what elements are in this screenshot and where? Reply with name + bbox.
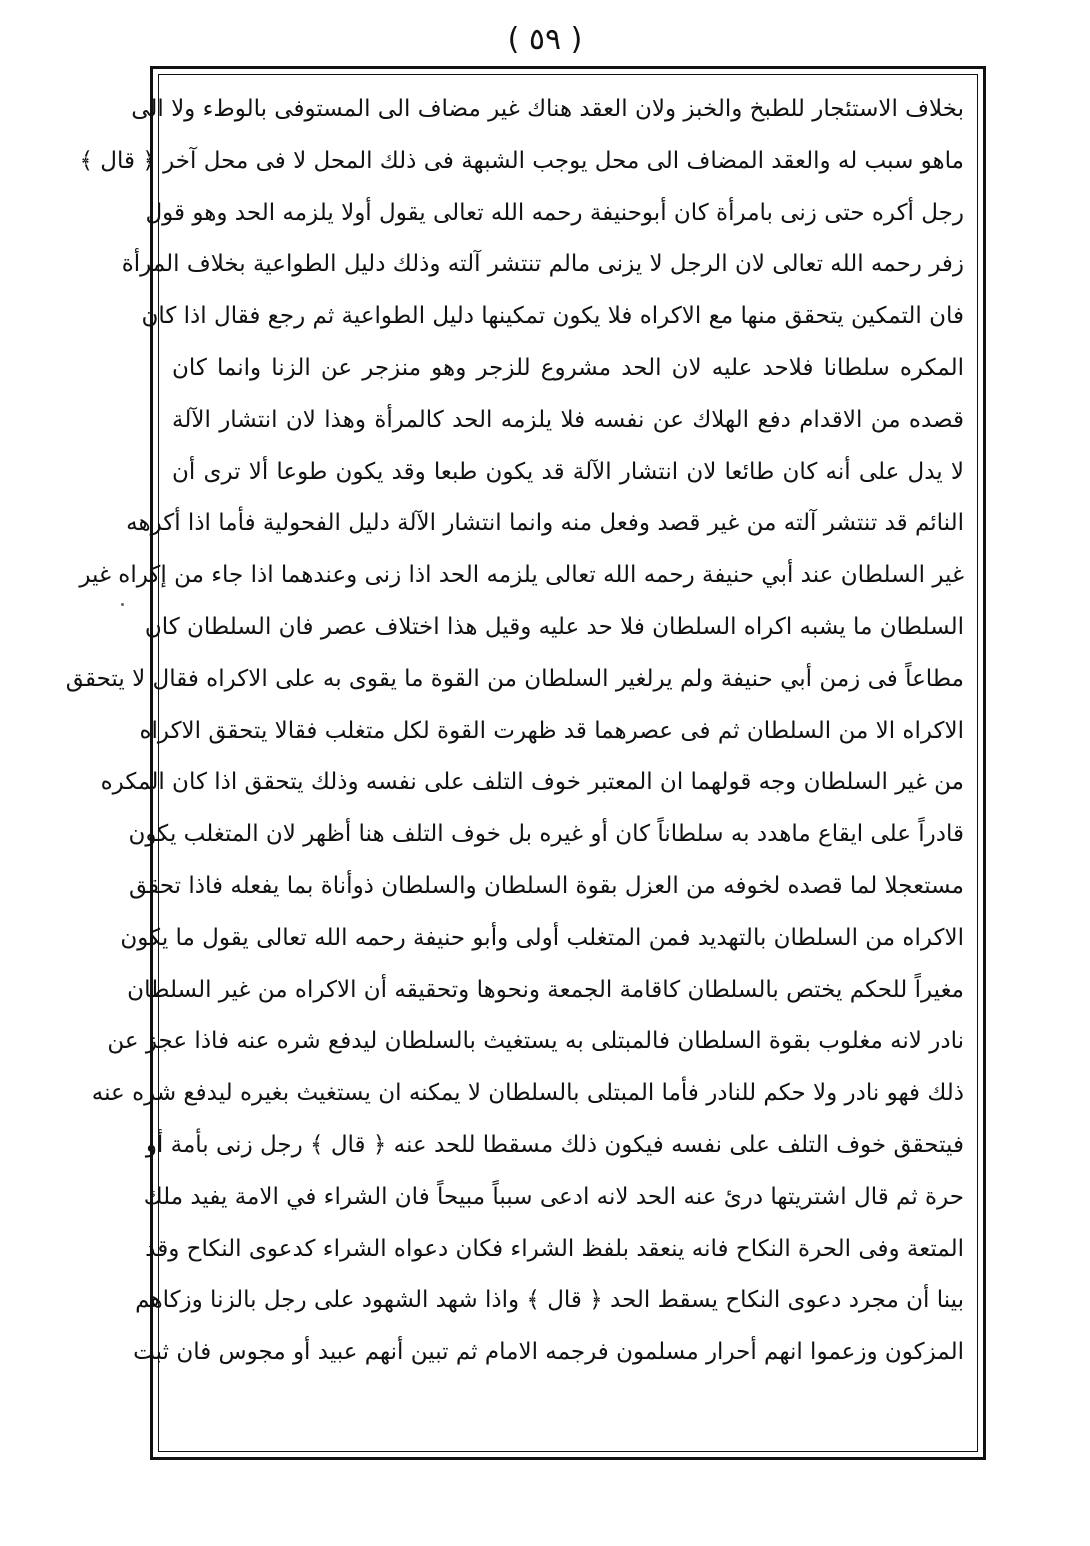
text-line: لا يدل على أنه كان طائعا لان انتشار الآلة قد يكون طبعا وقد يكون طوعا ألا ترى أن — [172, 458, 964, 485]
text-line: الاكراه الا من السلطان ثم فى عصرهما قد ظهرت القوة لكل متغلب فقالا يتحقق الاكراه — [139, 717, 964, 744]
text-line: ذلك فهو نادر ولا حكم للنادر فأما المبتلى بالسلطان لا يمكنه ان يستغيث بغيره ليدفع شره عنه — [91, 1080, 964, 1107]
text-line: فيتحقق خوف التلف على نفسه فيكون ذلك مسقطا للحد عنه ﴿ قال ﴾ رجل زنى بأمة أو — [145, 1131, 964, 1158]
text-line: بينا أن مجرد دعوى النكاح يسقط الحد ﴿ قال ﴾ واذا شهد الشهود على رجل بالزنا وزكاهم — [135, 1287, 964, 1314]
text-line: رجل أكره حتى زنى بامرأة كان أبوحنيفة رحمه الله تعالى يقول أولا يلزمه الحد وهو قول — [145, 199, 964, 226]
text-line: فان التمكين يتحقق منها مع الاكراه فلا يكون تمكينها دليل الطواعية ثم رجع فقال اذا كان — [141, 303, 964, 330]
text-line: مستعجلا لما قصده لخوفه من العزل بقوة السلطان والسلطان ذوأناة بما يفعله فاذا تحقق — [129, 872, 964, 899]
text-line: قادراً على ايقاع ماهدد به سلطاناً كان أو غيره بل خوف التلف هنا أظهر لان المتغلب يكون — [128, 821, 964, 848]
body-text — [65, 84, 964, 1379]
text-line: ماهو سبب له والعقد المضاف الى محل يوجب الشبهة فى ذلك المحل لا فى محل آخر ﴿ قال ﴾ — [79, 147, 964, 174]
text-line: نادر لانه مغلوب بقوة السلطان فالمبتلى به يستغيث بالسلطان ليدفع شره عنه فاذا عجز عن — [107, 1028, 964, 1055]
text-line: النائم قد تنتشر آلته من غير قصد وفعل منه وانما انتشار الآلة دليل الفحولية فأما اذا أكرهه — [126, 510, 964, 537]
text-line: بخلاف الاستئجار للطبخ والخبز ولان العقد هناك غير مضاف الى المستوفى بالوطء ولا الى — [131, 96, 964, 122]
text-line: مغيراً للحكم يختص بالسلطان كاقامة الجمعة ونحوها وتحقيقه أن الاكراه من غير السلطان — [127, 976, 964, 1003]
text-line: السلطان ما يشبه اكراه السلطان فلا حد عليه وقيل هذا اختلاف عصر فان السلطان كان — [144, 613, 964, 640]
text-line: من غير السلطان وجه قولهما ان المعتبر خوف التلف على نفسه وذلك يتحقق اذا كان المكره — [100, 769, 964, 796]
text-line: المزكون وزعموا انهم أحرار مسلمون فرجمه الامام ثم تبين أنهم عبيد أو مجوس فان ثبت — [133, 1339, 964, 1366]
page-number: ( ٥٩ ) — [507, 22, 583, 57]
text-line: المتعة وفى الحرة النكاح فانه ينعقد بلفظ الشراء فكان دعواه الشراء كدعوى النكاح وقد — [145, 1235, 964, 1262]
text-line: غير السلطان عند أبي حنيفة رحمه الله تعالى يلزمه الحد اذا زنى وعندهما اذا جاء من إكراه غير — [79, 562, 964, 589]
text-line: حرة ثم قال اشتريتها درئ عنه الحد لانه ادعى سبباً مبيحاً فان الشراء في الامة يفيد ملك — [143, 1183, 964, 1210]
margin-speck — [121, 603, 124, 606]
text-line: الاكراه من السلطان بالتهديد فمن المتغلب أولى وأبو حنيفة رحمه الله تعالى يقول ما يكون — [120, 924, 964, 951]
text-line: قصده من الاقدام دفع الهلاك عن نفسه فلا يلزمه الحد كالمرأة وهذا لان انتشار الآلة — [172, 406, 964, 433]
text-line: المكره سلطانا فلاحد عليه لان الحد مشروع للزجر وهو منزجر عن الزنا وانما كان — [172, 354, 964, 381]
text-line: مطاعاً فى زمن أبي حنيفة ولم يرلغير السلطان من القوة ما يقوى به على الاكراه فقال لا يتحقق — [65, 665, 964, 692]
text-line: زفر رحمه الله تعالى لان الرجل لا يزنى مالم تنتشر آلته وذلك دليل الطواعية بخلاف المرأة — [121, 251, 964, 278]
